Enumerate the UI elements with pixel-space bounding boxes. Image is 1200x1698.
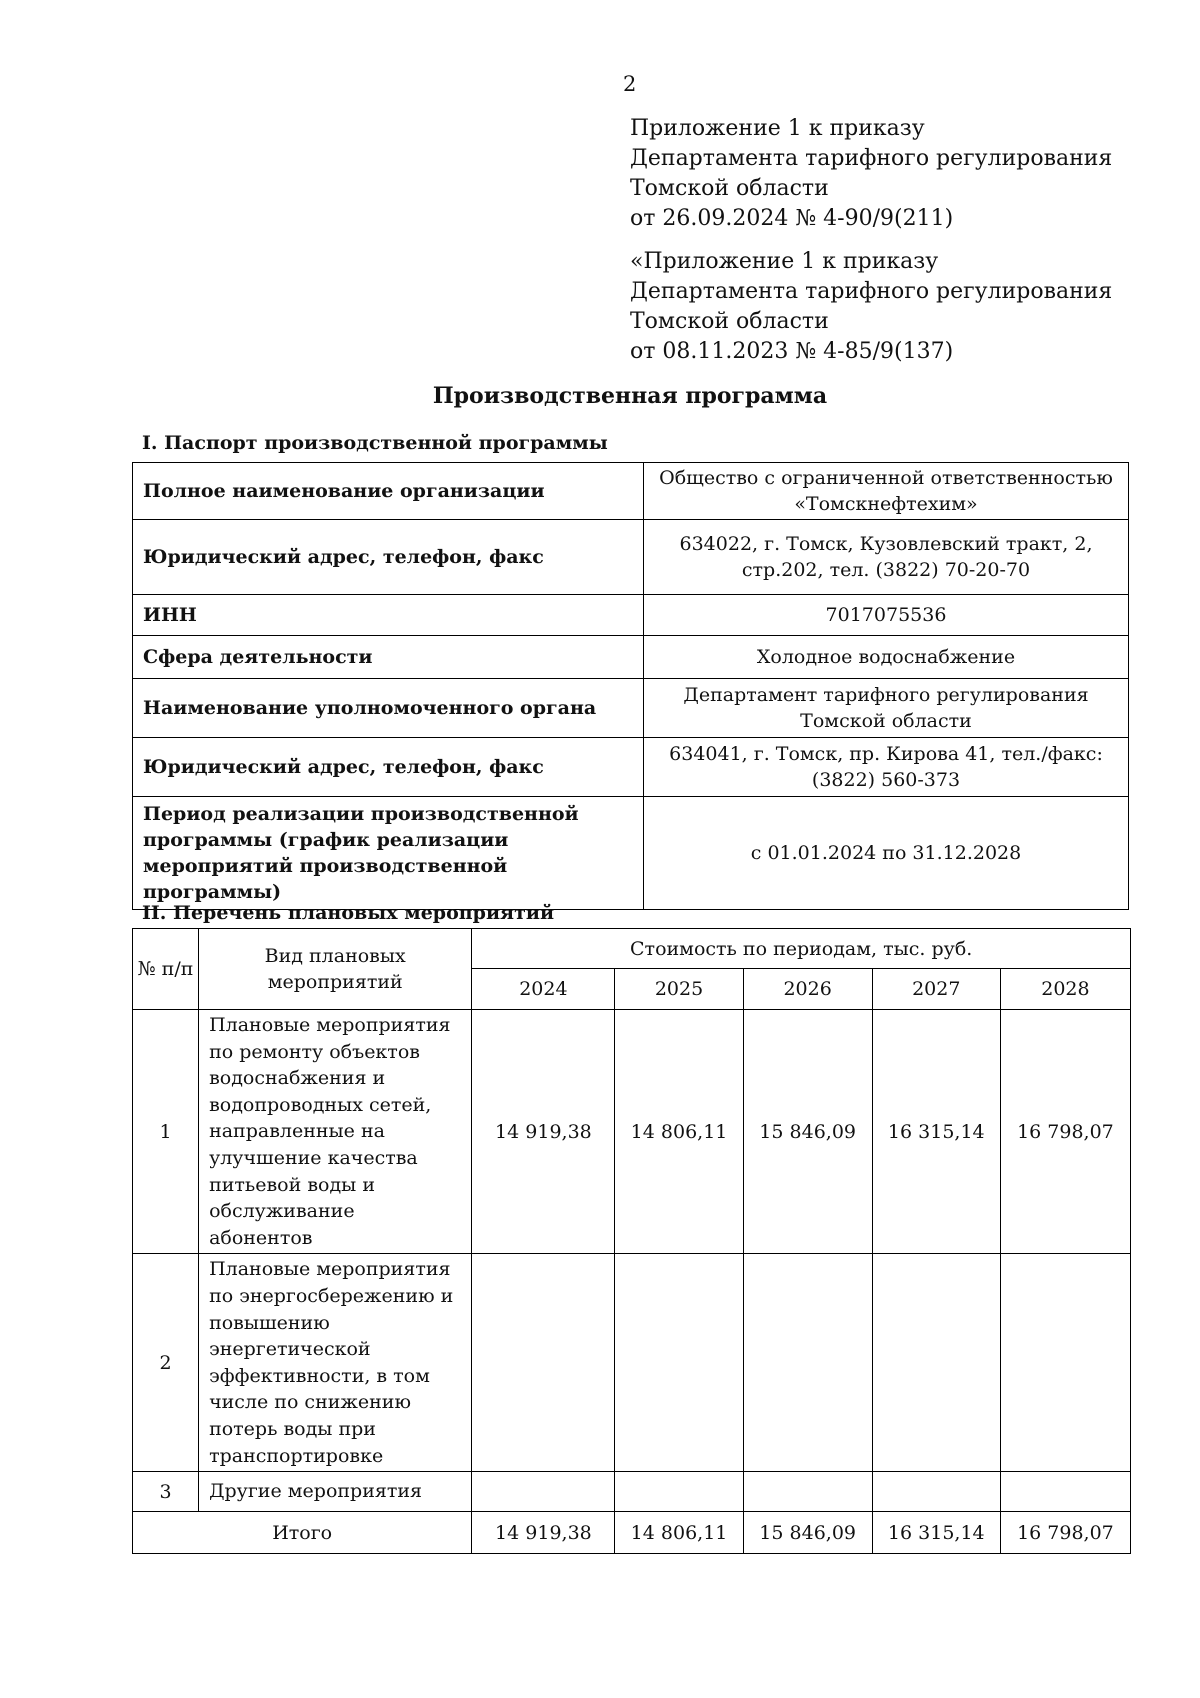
activity-name: Другие мероприятия — [199, 1472, 472, 1512]
passport-table — [132, 462, 1129, 910]
table-header-row — [133, 929, 1131, 969]
table-row — [133, 1010, 1131, 1254]
table-row — [133, 595, 1129, 636]
passport-label: Юридический адрес, телефон, факс — [133, 738, 644, 797]
table-row — [133, 1472, 1131, 1512]
table-row — [133, 520, 1129, 595]
total-row — [133, 1512, 1131, 1554]
table-row — [133, 738, 1129, 797]
appendix-line: «Приложение 1 к приказу — [630, 249, 939, 274]
total-cell: 14 919,38 — [472, 1512, 615, 1554]
passport-label: Полное наименование организации — [133, 463, 644, 520]
cost-cell — [872, 1472, 1000, 1512]
passport-value: с 01.01.2024 по 31.12.2028 — [644, 797, 1129, 910]
year-header: 2024 — [472, 969, 615, 1010]
total-cell: 16 315,14 — [872, 1512, 1000, 1554]
cost-cell — [743, 1472, 872, 1512]
cost-cell — [615, 1472, 743, 1512]
appendix-line: от 08.11.2023 № 4-85/9(137) — [630, 339, 954, 364]
appendix-line: от 26.09.2024 № 4-90/9(211) — [630, 206, 954, 231]
passport-value: 634022, г. Томск, Кузовлевский тракт, 2, стр.202, тел. (3822) 70-20-70 — [644, 520, 1129, 595]
appendix-line: Приложение 1 к приказу — [630, 116, 925, 141]
column-header-number: № п/п — [133, 929, 199, 1010]
year-header: 2028 — [1000, 969, 1130, 1010]
table-row — [133, 1254, 1131, 1472]
row-number: 1 — [133, 1010, 199, 1254]
passport-label: ИНН — [133, 595, 644, 636]
cost-cell — [472, 1472, 615, 1512]
passport-label: Период реализации производственной программы (график реализации мероприятий производственной программы) — [133, 797, 644, 910]
passport-value: Общество с ограниченной ответственностью «Томскнефтехим» — [644, 463, 1129, 520]
cost-cell: 14 806,11 — [615, 1010, 743, 1254]
page-number: 2 — [623, 72, 637, 96]
cost-cell: 14 919,38 — [472, 1010, 615, 1254]
column-header-activity-type: Вид плановых мероприятий — [199, 929, 472, 1010]
passport-label: Наименование уполномоченного органа — [133, 679, 644, 738]
total-cell: 14 806,11 — [615, 1512, 743, 1554]
passport-value: 634041, г. Томск, пр. Кирова 41, тел./факс: (3822) 560-373 — [644, 738, 1129, 797]
table-row — [133, 463, 1129, 520]
cost-cell — [472, 1254, 615, 1472]
cost-cell — [1000, 1472, 1130, 1512]
passport-value: 7017075536 — [644, 595, 1129, 636]
passport-value: Департамент тарифного регулирования Томской области — [644, 679, 1129, 738]
appendix-line: Томской области — [630, 309, 829, 334]
total-cell: 16 798,07 — [1000, 1512, 1130, 1554]
document-title: Производственная программа — [432, 383, 828, 409]
total-label: Итого — [133, 1512, 472, 1554]
cost-cell: 16 315,14 — [872, 1010, 1000, 1254]
column-header-cost: Стоимость по периодам, тыс. руб. — [472, 929, 1131, 969]
appendix-line: Департамента тарифного регулирования — [630, 146, 1113, 171]
cost-cell: 15 846,09 — [743, 1010, 872, 1254]
table-row — [133, 797, 1129, 910]
year-header: 2025 — [615, 969, 743, 1010]
appendix-previous-order — [630, 247, 1112, 367]
row-number: 3 — [133, 1472, 199, 1512]
appendix-line: Томской области — [630, 176, 829, 201]
year-header: 2026 — [743, 969, 872, 1010]
table-row — [133, 636, 1129, 679]
passport-value: Холодное водоснабжение — [644, 636, 1129, 679]
total-cell: 15 846,09 — [743, 1512, 872, 1554]
activities-table — [132, 928, 1131, 1554]
activities-heading: II. Перечень плановых мероприятий — [142, 902, 555, 924]
passport-heading: I. Паспорт производственной программы — [142, 432, 608, 454]
year-header: 2027 — [872, 969, 1000, 1010]
activity-name: Плановые мероприятия по ремонту объектов водоснабжения и водопроводных сетей, направленные на улучшение качества питьевой воды и обслуживание абонентов — [199, 1010, 472, 1254]
activity-name: Плановые мероприятия по энергосбережению и повышению энергетической эффективности, в том числе по снижению потерь воды при транспортировке — [199, 1254, 472, 1472]
appendix-line: Департамента тарифного регулирования — [630, 279, 1113, 304]
passport-label: Сфера деятельности — [133, 636, 644, 679]
cost-cell — [872, 1254, 1000, 1472]
table-row — [133, 679, 1129, 738]
appendix-current-order — [630, 114, 1112, 234]
cost-cell — [1000, 1254, 1130, 1472]
cost-cell — [615, 1254, 743, 1472]
cost-cell: 16 798,07 — [1000, 1010, 1130, 1254]
passport-label: Юридический адрес, телефон, факс — [133, 520, 644, 595]
cost-cell — [743, 1254, 872, 1472]
row-number: 2 — [133, 1254, 199, 1472]
